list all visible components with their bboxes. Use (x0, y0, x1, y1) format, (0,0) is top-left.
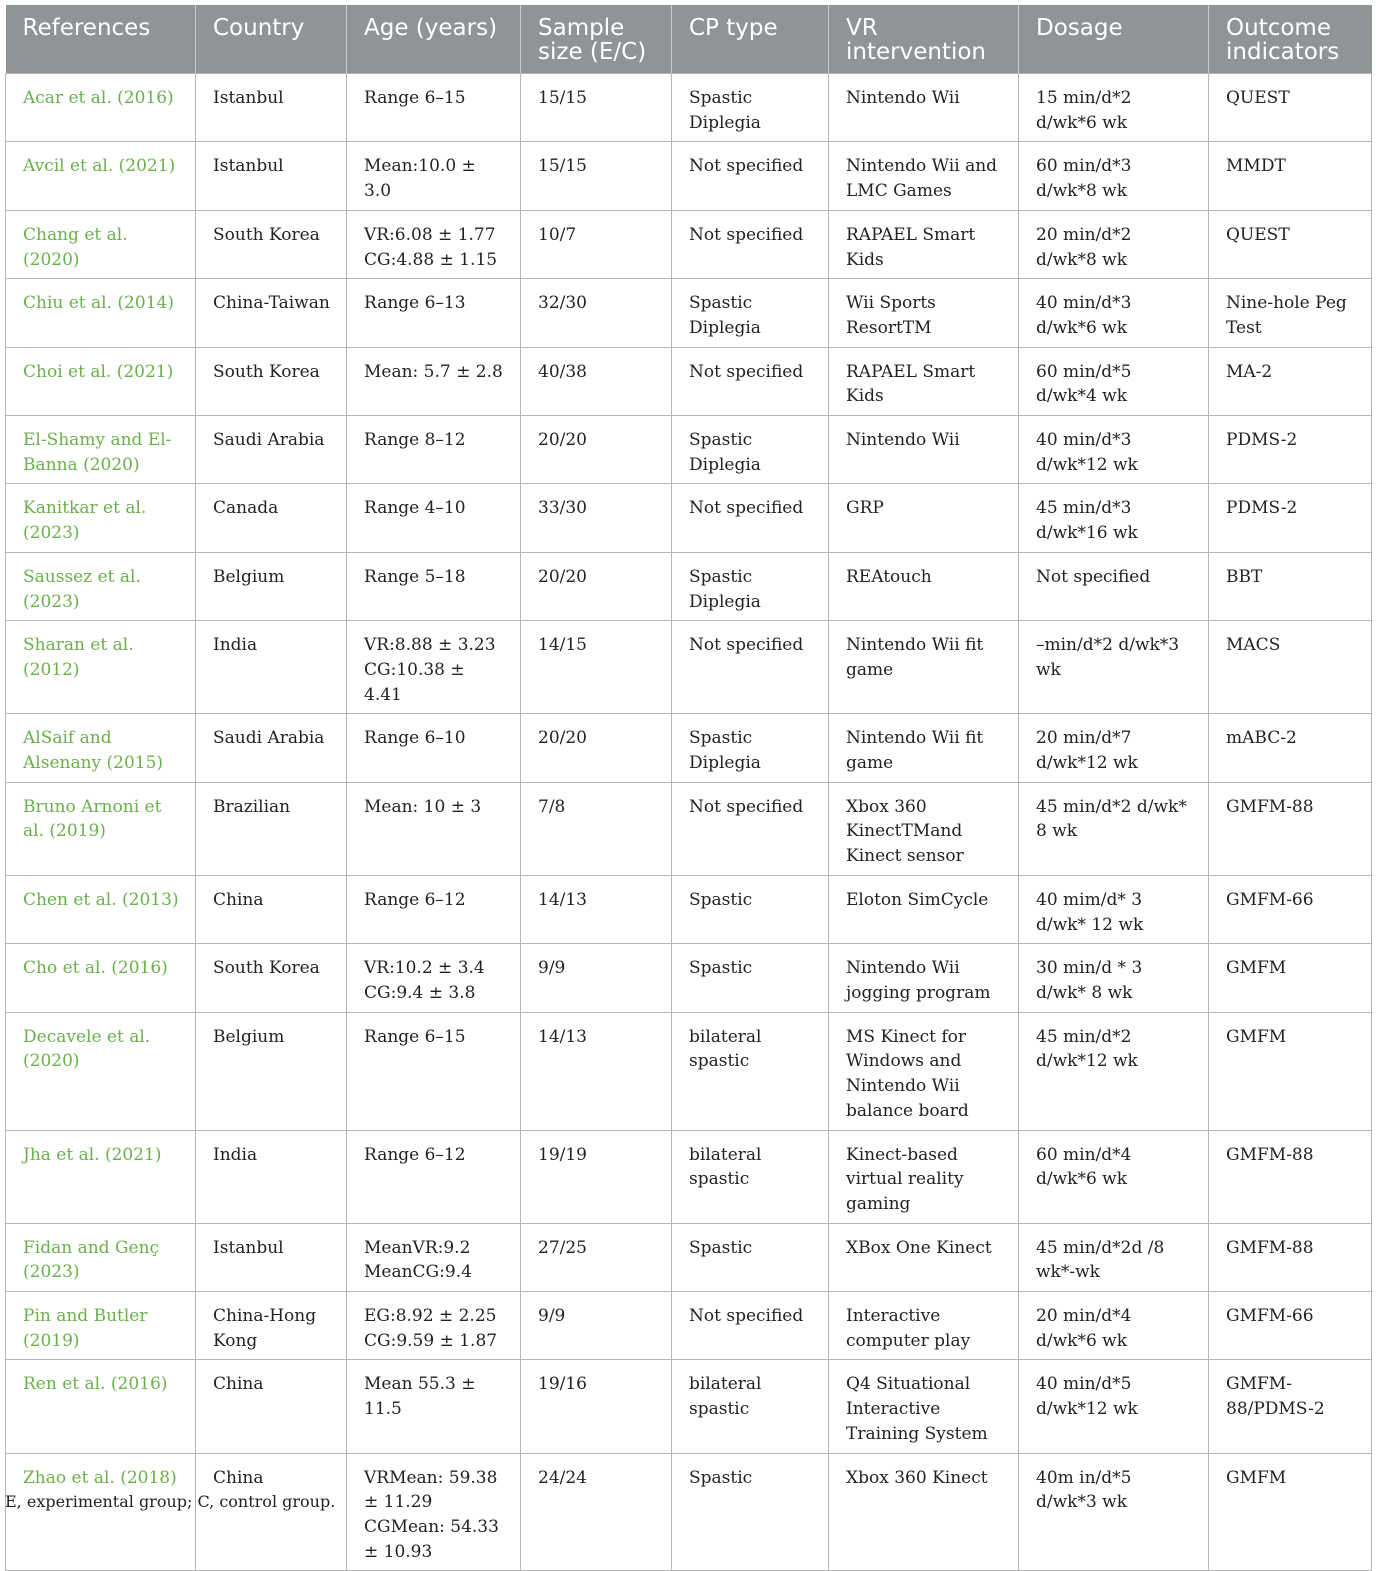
table-footnote: E, experimental group; C, control group. (5, 1492, 336, 1511)
sample-size-cell: 20/20 (521, 552, 672, 620)
table-row (6, 74, 1372, 142)
dosage-cell: 45 min/d*2 d/wk*12 wk (1019, 1012, 1209, 1130)
dosage-cell: 20 min/d*4 d/wk*6 wk (1019, 1292, 1209, 1360)
outcome-cell: GMFM-88 (1209, 1223, 1372, 1291)
cp-type-cell: Spastic (672, 1453, 829, 1571)
table-row (6, 714, 1372, 782)
age-cell: Range 6–15 (347, 74, 521, 142)
cp-type-cell: Spastic (672, 944, 829, 1012)
cp-type-cell: Not specified (672, 210, 829, 278)
dosage-cell: 15 min/d*2 d/wk*6 wk (1019, 74, 1209, 142)
reference-cell[interactable]: Zhao et al. (2018) (6, 1453, 196, 1571)
vr-intervention-cell: Wii Sports ResortTM (829, 279, 1019, 347)
outcome-cell: GMFM-66 (1209, 875, 1372, 943)
table-row (6, 875, 1372, 943)
outcome-cell: GMFM (1209, 1453, 1372, 1571)
cp-type-cell: Not specified (672, 347, 829, 415)
header-outcome-indicators: Outcome indicators (1209, 5, 1372, 74)
table-row (6, 416, 1372, 484)
cp-type-cell: Spastic Diplegia (672, 279, 829, 347)
table-row (6, 552, 1372, 620)
country-cell: China-Taiwan (196, 279, 347, 347)
vr-intervention-cell: RAPAEL Smart Kids (829, 210, 1019, 278)
vr-intervention-cell: RAPAEL Smart Kids (829, 347, 1019, 415)
country-cell: China (196, 1360, 347, 1453)
cp-type-cell: bilateral spastic (672, 1130, 829, 1223)
table-row (6, 1292, 1372, 1360)
age-cell: Range 6–12 (347, 875, 521, 943)
header-cp-type: CP type (672, 5, 829, 74)
dosage-cell: 40 min/d*5 d/wk*12 wk (1019, 1360, 1209, 1453)
dosage-cell: 60 min/d*3 d/wk*8 wk (1019, 142, 1209, 210)
sample-size-cell: 14/15 (521, 621, 672, 714)
table-row (6, 944, 1372, 1012)
outcome-cell: PDMS-2 (1209, 484, 1372, 552)
age-cell: Mean:10.0 ± 3.0 (347, 142, 521, 210)
outcome-cell: GMFM-88 (1209, 782, 1372, 875)
reference-cell[interactable]: Avcil et al. (2021) (6, 142, 196, 210)
cp-type-cell: bilateral spastic (672, 1360, 829, 1453)
dosage-cell: 60 min/d*5 d/wk*4 wk (1019, 347, 1209, 415)
country-cell: Canada (196, 484, 347, 552)
table-row (6, 142, 1372, 210)
reference-cell[interactable]: Fidan and Genç (2023) (6, 1223, 196, 1291)
vr-intervention-cell: Nintendo Wii (829, 74, 1019, 142)
sample-size-cell: 15/15 (521, 142, 672, 210)
sample-size-cell: 9/9 (521, 1292, 672, 1360)
vr-intervention-cell: Xbox 360 Kinect (829, 1453, 1019, 1571)
cp-type-cell: Spastic Diplegia (672, 552, 829, 620)
age-cell: MeanVR:9.2 MeanCG:9.4 (347, 1223, 521, 1291)
vr-intervention-cell: Nintendo Wii jogging program (829, 944, 1019, 1012)
table-row (6, 621, 1372, 714)
outcome-cell: GMFM (1209, 1012, 1372, 1130)
sample-size-cell: 19/16 (521, 1360, 672, 1453)
age-cell: Range 6–13 (347, 279, 521, 347)
reference-cell[interactable]: Decavele et al. (2020) (6, 1012, 196, 1130)
outcome-cell: Nine-hole Peg Test (1209, 279, 1372, 347)
reference-cell[interactable]: AlSaif and Alsenany (2015) (6, 714, 196, 782)
header-dosage: Dosage (1019, 5, 1209, 74)
country-cell: India (196, 621, 347, 714)
dosage-cell: 40m in/d*5 d/wk*3 wk (1019, 1453, 1209, 1571)
table-row (6, 782, 1372, 875)
cp-type-cell: Not specified (672, 1292, 829, 1360)
cp-type-cell: Spastic Diplegia (672, 74, 829, 142)
sample-size-cell: 15/15 (521, 74, 672, 142)
age-cell: Range 4–10 (347, 484, 521, 552)
outcome-cell: GMFM-88 (1209, 1130, 1372, 1223)
age-cell: VRMean: 59.38 ± 11.29 CGMean: 54.33 ± 10.93 (347, 1453, 521, 1571)
sample-size-cell: 27/25 (521, 1223, 672, 1291)
sample-size-cell: 14/13 (521, 1012, 672, 1130)
outcome-cell: MA-2 (1209, 347, 1372, 415)
reference-cell[interactable]: Saussez et al. (2023) (6, 552, 196, 620)
sample-size-cell: 14/13 (521, 875, 672, 943)
vr-intervention-cell: MS Kinect for Windows and Nintendo Wii balance board (829, 1012, 1019, 1130)
country-cell: Istanbul (196, 74, 347, 142)
country-cell: Belgium (196, 1012, 347, 1130)
country-cell: Istanbul (196, 142, 347, 210)
cp-type-cell: Not specified (672, 621, 829, 714)
vr-intervention-cell: Xbox 360 KinectTMand Kinect sensor (829, 782, 1019, 875)
vr-intervention-cell: Nintendo Wii (829, 416, 1019, 484)
age-cell: Range 6–15 (347, 1012, 521, 1130)
country-cell: China-Hong Kong (196, 1292, 347, 1360)
table-row (6, 210, 1372, 278)
age-cell: VR:8.88 ± 3.23 CG:10.38 ± 4.41 (347, 621, 521, 714)
table-row (6, 1360, 1372, 1453)
vr-intervention-cell: Q4 Situational Interactive Training System (829, 1360, 1019, 1453)
vr-intervention-cell: Nintendo Wii fit game (829, 714, 1019, 782)
dosage-cell: 45 min/d*2d /8 wk*-wk (1019, 1223, 1209, 1291)
country-cell: Saudi Arabia (196, 416, 347, 484)
studies-table (5, 5, 1372, 1571)
sample-size-cell: 32/30 (521, 279, 672, 347)
country-cell: Brazilian (196, 782, 347, 875)
header-age: Age (years) (347, 5, 521, 74)
country-cell: India (196, 1130, 347, 1223)
reference-cell[interactable]: Pin and Butler (2019) (6, 1292, 196, 1360)
vr-intervention-cell: Kinect-based virtual reality gaming (829, 1130, 1019, 1223)
sample-size-cell: 20/20 (521, 714, 672, 782)
age-cell: Range 6–10 (347, 714, 521, 782)
dosage-cell: Not specified (1019, 552, 1209, 620)
reference-cell[interactable]: Cho et al. (2016) (6, 944, 196, 1012)
country-cell: South Korea (196, 210, 347, 278)
table-row (6, 279, 1372, 347)
age-cell: VR:10.2 ± 3.4 CG:9.4 ± 3.8 (347, 944, 521, 1012)
outcome-cell: PDMS-2 (1209, 416, 1372, 484)
dosage-cell: 20 min/d*7 d/wk*12 wk (1019, 714, 1209, 782)
dosage-cell: 40 min/d*3 d/wk*12 wk (1019, 416, 1209, 484)
reference-cell[interactable]: Chang et al. (2020) (6, 210, 196, 278)
cp-type-cell: Spastic Diplegia (672, 416, 829, 484)
reference-cell[interactable]: Kanitkar et al. (2023) (6, 484, 196, 552)
dosage-cell: –min/d*2 d/wk*3 wk (1019, 621, 1209, 714)
reference-cell[interactable]: Jha et al. (2021) (6, 1130, 196, 1223)
sample-size-cell: 33/30 (521, 484, 672, 552)
outcome-cell: BBT (1209, 552, 1372, 620)
dosage-cell: 20 min/d*2 d/wk*8 wk (1019, 210, 1209, 278)
header-country: Country (196, 5, 347, 74)
dosage-cell: 40 min/d*3 d/wk*6 wk (1019, 279, 1209, 347)
sample-size-cell: 10/7 (521, 210, 672, 278)
sample-size-cell: 40/38 (521, 347, 672, 415)
sample-size-cell: 19/19 (521, 1130, 672, 1223)
dosage-cell: 45 min/d*3 d/wk*16 wk (1019, 484, 1209, 552)
dosage-cell: 40 mim/d* 3 d/wk* 12 wk (1019, 875, 1209, 943)
age-cell: VR:6.08 ± 1.77 CG:4.88 ± 1.15 (347, 210, 521, 278)
outcome-cell: QUEST (1209, 74, 1372, 142)
sample-size-cell: 9/9 (521, 944, 672, 1012)
dosage-cell: 30 min/d * 3 d/wk* 8 wk (1019, 944, 1209, 1012)
country-cell: Istanbul (196, 1223, 347, 1291)
table-row (6, 1223, 1372, 1291)
outcome-cell: GMFM-88/PDMS-2 (1209, 1360, 1372, 1453)
vr-intervention-cell: Eloton SimCycle (829, 875, 1019, 943)
age-cell: Range 8–12 (347, 416, 521, 484)
vr-intervention-cell: XBox One Kinect (829, 1223, 1019, 1291)
reference-cell[interactable]: Chiu et al. (2014) (6, 279, 196, 347)
reference-cell[interactable]: El-Shamy and El-Banna (2020) (6, 416, 196, 484)
cp-type-cell: Spastic Diplegia (672, 714, 829, 782)
table-row (6, 484, 1372, 552)
country-cell: Saudi Arabia (196, 714, 347, 782)
country-cell: South Korea (196, 944, 347, 1012)
outcome-cell: mABC-2 (1209, 714, 1372, 782)
sample-size-cell: 7/8 (521, 782, 672, 875)
age-cell: Range 5–18 (347, 552, 521, 620)
reference-cell[interactable]: Sharan et al. (2012) (6, 621, 196, 714)
sample-size-cell: 24/24 (521, 1453, 672, 1571)
table-row (6, 347, 1372, 415)
reference-cell[interactable]: Choi et al. (2021) (6, 347, 196, 415)
age-cell: Range 6–12 (347, 1130, 521, 1223)
header-sample-size: Sample size (E/C) (521, 5, 672, 74)
outcome-cell: GMFM (1209, 944, 1372, 1012)
cp-type-cell: Spastic (672, 1223, 829, 1291)
table-row (6, 1130, 1372, 1223)
reference-cell[interactable]: Bruno Arnoni et al. (2019) (6, 782, 196, 875)
age-cell: Mean: 5.7 ± 2.8 (347, 347, 521, 415)
vr-intervention-cell: Interactive computer play (829, 1292, 1019, 1360)
country-cell: China (196, 875, 347, 943)
outcome-cell: MACS (1209, 621, 1372, 714)
age-cell: Mean: 10 ± 3 (347, 782, 521, 875)
vr-intervention-cell: GRP (829, 484, 1019, 552)
cp-type-cell: bilateral spastic (672, 1012, 829, 1130)
header-row (6, 5, 1372, 74)
dosage-cell: 60 min/d*4 d/wk*6 wk (1019, 1130, 1209, 1223)
cp-type-cell: Not specified (672, 782, 829, 875)
vr-intervention-cell: Nintendo Wii and LMC Games (829, 142, 1019, 210)
reference-cell[interactable]: Ren et al. (2016) (6, 1360, 196, 1453)
cp-type-cell: Not specified (672, 484, 829, 552)
country-cell: Belgium (196, 552, 347, 620)
cp-type-cell: Spastic (672, 875, 829, 943)
outcome-cell: QUEST (1209, 210, 1372, 278)
table-row (6, 1453, 1372, 1571)
header-vr-intervention: VR intervention (829, 5, 1019, 74)
outcome-cell: GMFM-66 (1209, 1292, 1372, 1360)
vr-intervention-cell: REAtouch (829, 552, 1019, 620)
outcome-cell: MMDT (1209, 142, 1372, 210)
table-row (6, 1012, 1372, 1130)
sample-size-cell: 20/20 (521, 416, 672, 484)
vr-intervention-cell: Nintendo Wii fit game (829, 621, 1019, 714)
header-references: References (6, 5, 196, 74)
age-cell: EG:8.92 ± 2.25 CG:9.59 ± 1.87 (347, 1292, 521, 1360)
country-cell: South Korea (196, 347, 347, 415)
age-cell: Mean 55.3 ± 11.5 (347, 1360, 521, 1453)
dosage-cell: 45 min/d*2 d/wk* 8 wk (1019, 782, 1209, 875)
country-cell: China (196, 1453, 347, 1571)
reference-cell[interactable]: Chen et al. (2013) (6, 875, 196, 943)
reference-cell[interactable]: Acar et al. (2016) (6, 74, 196, 142)
cp-type-cell: Not specified (672, 142, 829, 210)
